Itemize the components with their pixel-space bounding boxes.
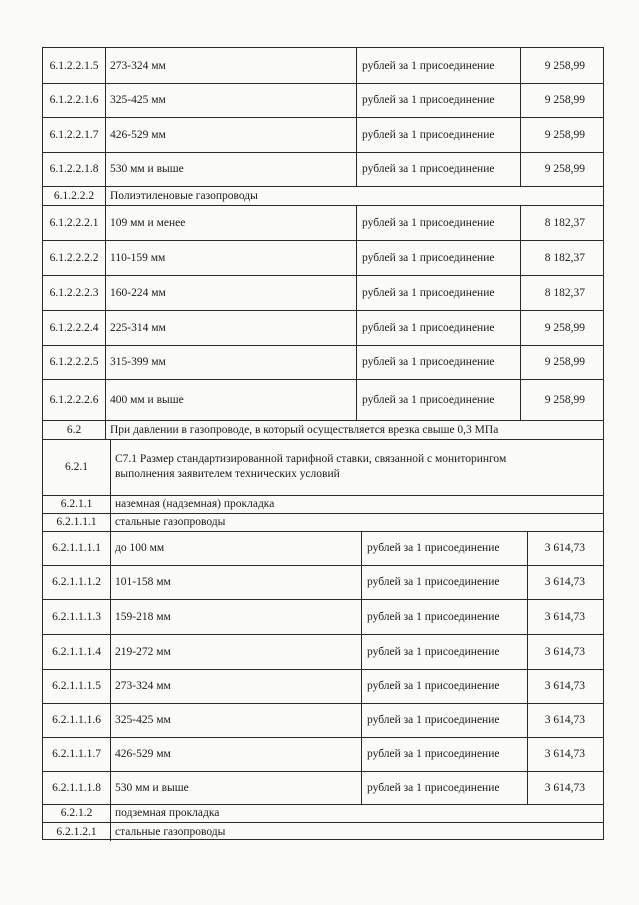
- row-description: 426-529 мм: [115, 748, 171, 760]
- section-title: При давлении в газопроводе, в который осуществляется врезка свыше 0,3 МПа: [110, 423, 499, 436]
- row-description: 159-218 мм: [115, 610, 171, 623]
- table-row: [43, 565, 603, 599]
- table-row: [43, 345, 603, 379]
- row-code: 6.1.2.2.2.4: [49, 321, 99, 334]
- row-unit: рублей за 1 присоединение: [362, 163, 495, 175]
- table-row: [43, 310, 603, 345]
- section-title: наземная (надземная) прокладка: [115, 498, 275, 510]
- table-row: [43, 205, 603, 240]
- row-code: 6.2.1.2: [60, 807, 93, 819]
- table-row: [43, 117, 603, 152]
- row-code: 6.2.1.1.1.1: [52, 542, 101, 554]
- table-row: [43, 737, 603, 771]
- row-code: 6.2.1.1.1.8: [52, 781, 101, 794]
- row-price: 9 258,99: [544, 59, 585, 72]
- row-unit: рублей за 1 присоединение: [362, 94, 495, 106]
- row-description: 400 мм и выше: [110, 393, 184, 406]
- section-row: [43, 822, 603, 841]
- row-description: 325-425 мм: [115, 714, 171, 726]
- row-unit: рублей за 1 присоединение: [362, 128, 495, 141]
- row-code: 6.1.2.2.2.6: [49, 393, 99, 406]
- section-row: [43, 495, 603, 513]
- row-description: до 100 мм: [115, 542, 165, 554]
- row-unit: рублей за 1 присоединение: [362, 59, 495, 72]
- row-price: 9 258,99: [544, 393, 585, 406]
- row-unit: рублей за 1 присоединение: [367, 748, 500, 760]
- row-code: 6.1.2.2.2.3: [49, 286, 99, 299]
- row-unit: рублей за 1 присоединение: [362, 251, 495, 264]
- row-price: 8 182,37: [544, 286, 585, 299]
- row-code: 6.2.1.1.1.2: [52, 576, 101, 588]
- table-row: [43, 379, 603, 420]
- section-title: подземная прокладка: [115, 807, 220, 819]
- section-row: [43, 804, 603, 822]
- row-description: 110-159 мм: [110, 251, 166, 264]
- row-unit: рублей за 1 присоединение: [367, 645, 500, 658]
- row-unit: рублей за 1 присоединение: [362, 321, 495, 334]
- row-description: 225-314 мм: [110, 321, 166, 334]
- section-title: стальные газопроводы: [115, 825, 226, 838]
- row-code: 6.2.1.1: [60, 498, 93, 510]
- row-unit: рублей за 1 присоединение: [367, 680, 500, 692]
- row-unit: рублей за 1 присоединение: [367, 781, 500, 794]
- row-description: 315-399 мм: [110, 356, 166, 368]
- row-code: 6.1.2.2.1.6: [49, 94, 99, 106]
- row-code: 6.2.1.1.1.3: [52, 610, 101, 623]
- row-description: 109 мм и менее: [110, 216, 186, 229]
- row-unit: рублей за 1 присоединение: [362, 286, 495, 299]
- row-code: 6.1.2.2.2.2: [49, 251, 99, 264]
- row-unit: рублей за 1 присоединение: [367, 576, 500, 588]
- row-description: 160-224 мм: [110, 286, 166, 299]
- row-price: 3 614,73: [544, 610, 585, 623]
- row-code: 6.1.2.2.1.5: [49, 59, 99, 72]
- table-row: [43, 599, 603, 634]
- row-price: 3 614,73: [544, 714, 585, 726]
- row-price: 3 614,73: [544, 645, 585, 658]
- row-price: 3 614,73: [544, 748, 585, 760]
- row-description: 530 мм и выше: [115, 781, 189, 794]
- table-row: [43, 669, 603, 703]
- row-code: 6.2.1.1.1.4: [52, 645, 101, 658]
- row-code: 6.2.1.1.1.5: [52, 680, 101, 692]
- tariff-table: [42, 47, 604, 840]
- table-row: [43, 634, 603, 669]
- row-description: 426-529 мм: [110, 128, 166, 141]
- row-unit: рублей за 1 присоединение: [367, 610, 500, 623]
- section-title: Полиэтиленовые газопроводы: [110, 189, 258, 202]
- row-description: 273-324 мм: [110, 59, 166, 72]
- table-row: [43, 48, 603, 83]
- row-price: 8 182,37: [544, 251, 585, 264]
- section-row: [43, 513, 603, 531]
- row-price: 9 258,99: [544, 163, 585, 175]
- row-unit: рублей за 1 присоединение: [362, 356, 495, 368]
- row-code: 6.2.1.2.1: [56, 825, 97, 838]
- section-row: [43, 420, 603, 439]
- row-price: 3 614,73: [544, 781, 585, 794]
- table-row: [43, 531, 603, 565]
- table-row: [43, 83, 603, 117]
- section-row: [43, 186, 603, 205]
- row-code: 6.2: [66, 423, 82, 436]
- row-description: 273-324 мм: [115, 680, 171, 692]
- row-description: 325-425 мм: [110, 94, 166, 106]
- table-row: [43, 771, 603, 804]
- table-row: [43, 275, 603, 310]
- row-description: 101-158 мм: [115, 576, 171, 588]
- row-code: 6.1.2.2.1.8: [49, 163, 99, 175]
- row-price: 3 614,73: [544, 576, 585, 588]
- row-unit: рублей за 1 присоединение: [362, 216, 495, 229]
- row-code: 6.1.2.2.2: [53, 189, 95, 202]
- row-code: 6.2.1.1.1.7: [52, 748, 101, 760]
- row-price: 8 182,37: [544, 216, 585, 229]
- section-row: [43, 439, 603, 495]
- row-code: 6.2.1: [65, 461, 88, 473]
- row-unit: рублей за 1 присоединение: [362, 393, 495, 406]
- row-code: 6.1.2.2.1.7: [49, 128, 99, 141]
- row-unit: рублей за 1 присоединение: [367, 714, 500, 726]
- row-description: 530 мм и выше: [110, 163, 184, 175]
- row-price: 3 614,73: [544, 542, 585, 554]
- table-row: [43, 703, 603, 737]
- row-description: 219-272 мм: [115, 645, 171, 658]
- table-row: [43, 152, 603, 186]
- row-code: 6.2.1.1.1.6: [52, 714, 101, 726]
- row-price: 9 258,99: [544, 128, 585, 141]
- row-code: 6.2.1.1.1: [56, 516, 97, 528]
- row-price: 9 258,99: [544, 94, 585, 106]
- table-row: [43, 240, 603, 275]
- row-unit: рублей за 1 присоединение: [367, 542, 500, 554]
- row-price: 3 614,73: [544, 680, 585, 692]
- row-code: 6.1.2.2.2.5: [49, 356, 99, 368]
- row-price: 9 258,99: [544, 356, 585, 368]
- row-price: 9 258,99: [544, 321, 585, 334]
- section-title: С7.1 Размер стандартизированной тарифной ставки, связанной с мониторингом выполнения заявителем технических условий: [115, 453, 507, 480]
- section-title: стальные газопроводы: [115, 516, 226, 528]
- row-code: 6.1.2.2.2.1: [49, 216, 99, 229]
